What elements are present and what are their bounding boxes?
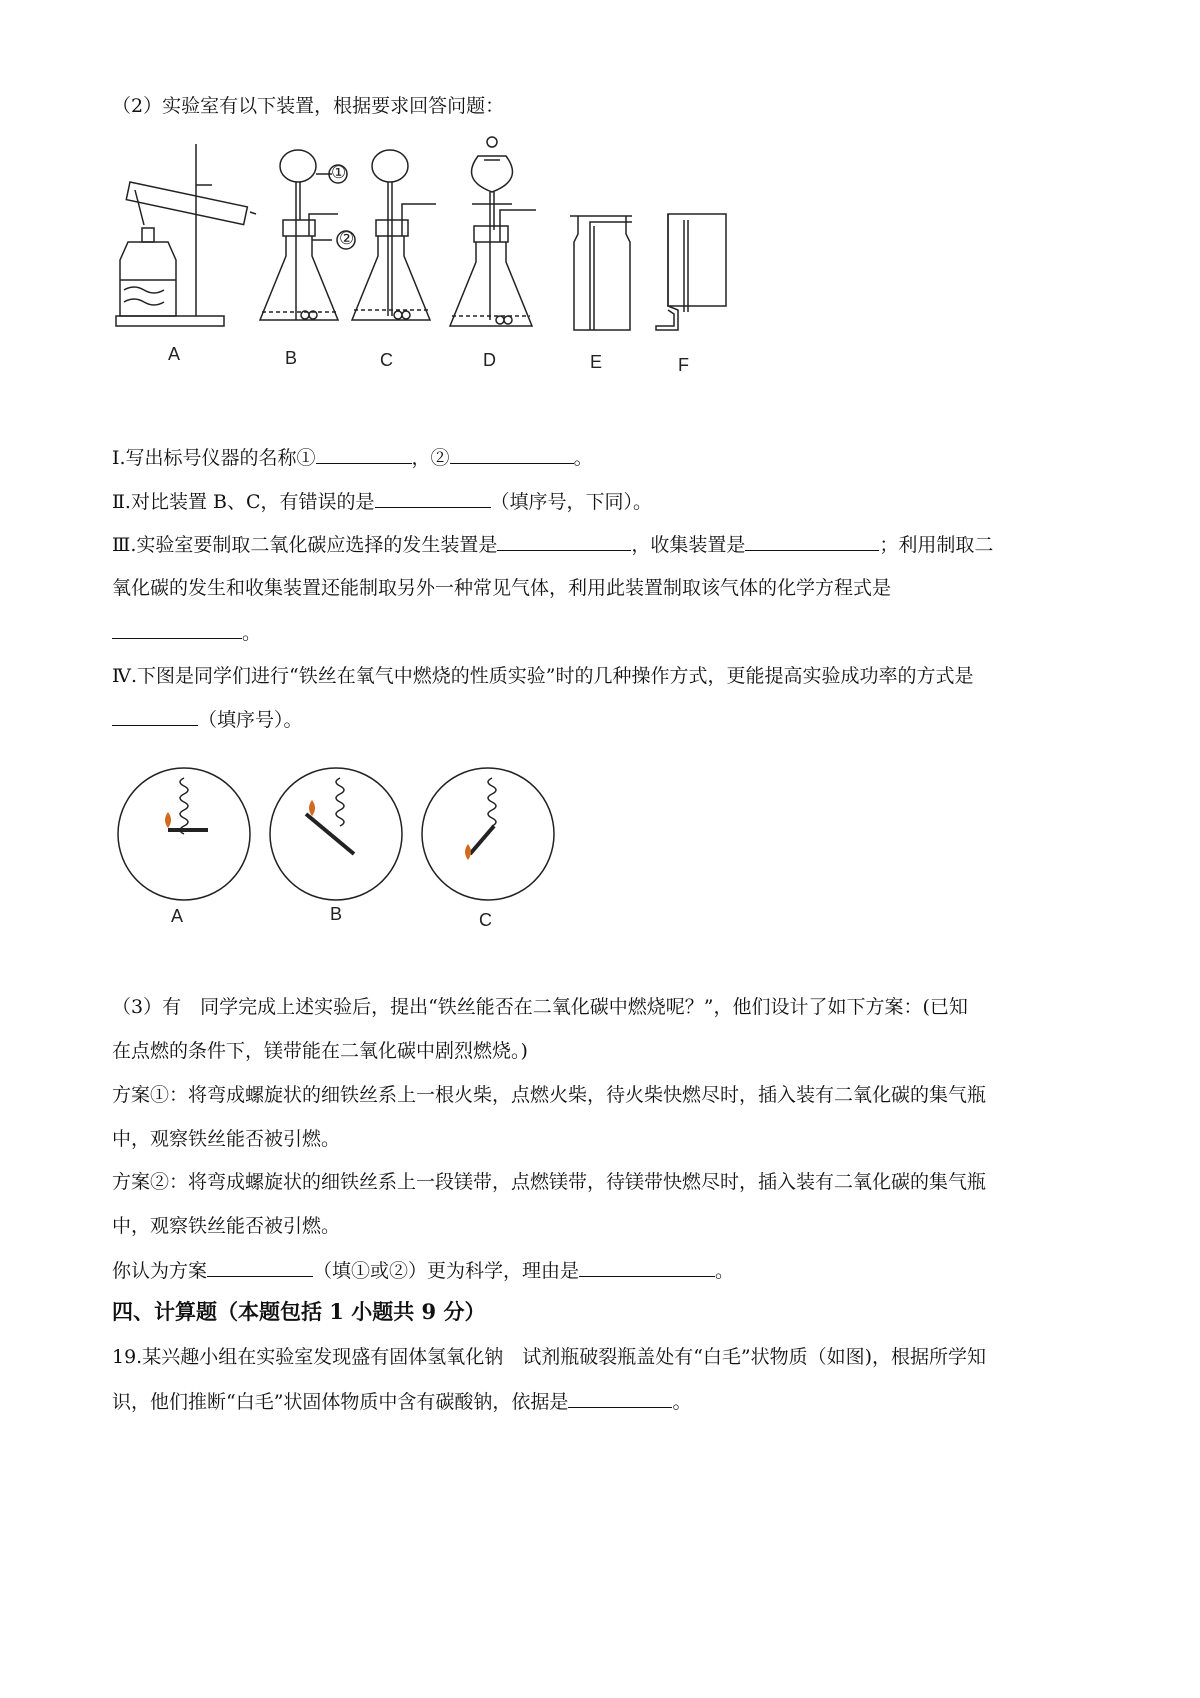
iron-wire-figure xyxy=(110,760,570,910)
question-iii-line2: 氧化碳的发生和收集装置还能制取另外一种常见气体，利用此装置制取该气体的化学方程式是 xyxy=(112,577,892,599)
q3-answer-text-b: （填①或②）更为科学，理由是 xyxy=(313,1260,580,1282)
question-i-text-a: Ⅰ.写出标号仪器的名称① xyxy=(112,447,316,469)
apparatus-e-drawing xyxy=(570,216,632,330)
question-iii-text-c: ；利用制取二 xyxy=(879,534,994,556)
apparatus-label-c: C xyxy=(380,350,393,370)
question-iii-line3 xyxy=(112,620,261,645)
q19-text-b: 。 xyxy=(672,1391,692,1413)
question-ii xyxy=(112,489,652,514)
q3-answer-text-c: 。 xyxy=(715,1260,735,1282)
q2-intro: （2）实验室有以下装置，根据要求回答问题： xyxy=(112,95,505,117)
answer-blank-2[interactable] xyxy=(450,445,574,464)
q3-answer-text-a: 你认为方案 xyxy=(112,1260,208,1282)
apparatus-label-d: D xyxy=(483,350,496,370)
apparatus-figure xyxy=(100,130,780,390)
q19-text-a: 识，他们推断“白毛”状固体物质中含有碳酸钠，依据是 xyxy=(112,1391,569,1413)
q19-line1: 19.某兴趣小组在实验室发现盛有固体氢氧化钠 试剂瓶破裂瓶盖处有“白毛”状物质（如图)，根据所学知 xyxy=(112,1346,987,1368)
circle-label-a: A xyxy=(171,906,184,926)
answer-blank-1[interactable] xyxy=(316,445,412,464)
question-iii-text-end: 。 xyxy=(242,622,262,644)
apparatus-f-drawing xyxy=(656,214,726,330)
answer-blank-3[interactable] xyxy=(375,489,491,508)
question-i xyxy=(112,445,593,470)
answer-blank-7[interactable] xyxy=(112,707,198,726)
answer-blank-10[interactable] xyxy=(568,1389,672,1408)
plan2-line2: 中，观察铁丝能否被引燃。 xyxy=(112,1215,341,1237)
circle-label-b: B xyxy=(330,904,343,924)
question-iv-line1: Ⅳ.下图是同学们进行“铁丝在氧气中燃烧的性质实验”时的几种操作方式，更能提高实验成功率的方式是 xyxy=(112,665,974,687)
apparatus-d-drawing xyxy=(450,137,536,326)
circle-label-c: C xyxy=(479,910,492,930)
q3-answer-line xyxy=(112,1258,734,1283)
answer-blank-6[interactable] xyxy=(112,620,242,639)
question-iii-line1 xyxy=(112,532,993,557)
plan1-line1: 方案①：将弯成螺旋状的细铁丝系上一根火柴，点燃火柴，待火柴快燃尽时，插入装有二氧化碳的集气瓶 xyxy=(112,1084,987,1106)
question-iv-line2 xyxy=(112,707,303,732)
answer-blank-8[interactable] xyxy=(207,1258,313,1277)
question-ii-text-a: Ⅱ.对比装置 B、C，有错误的是 xyxy=(112,491,375,513)
apparatus-a-drawing xyxy=(116,144,256,326)
question-i-text-c: 。 xyxy=(573,447,593,469)
apparatus-label-f: F xyxy=(678,355,689,375)
apparatus-c-drawing xyxy=(352,150,436,320)
q19-line2 xyxy=(112,1389,691,1414)
apparatus-label-b: B xyxy=(285,348,298,368)
question-i-text-b: ，② xyxy=(411,447,450,469)
question-iii-text-b: ，收集装置是 xyxy=(631,534,746,556)
apparatus-label-e: E xyxy=(590,352,603,372)
marker-2: ② xyxy=(339,229,355,248)
question-iii-text-a: Ⅲ.实验室要制取二氧化碳应选择的发生装置是 xyxy=(112,534,498,556)
q3-line1: （3）有 同学完成上述实验后，提出“铁丝能否在二氧化碳中燃烧呢？”，他们设计了如下方案：(已知 xyxy=(112,996,968,1018)
q3-line2: 在点燃的条件下，镁带能在二氧化碳中剧烈燃烧。) xyxy=(112,1040,528,1062)
apparatus-label-a: A xyxy=(168,344,181,364)
marker-1: ① xyxy=(331,163,347,182)
answer-blank-9[interactable] xyxy=(579,1258,715,1277)
answer-blank-5[interactable] xyxy=(745,532,879,551)
section4-title: 四、计算题（本题包括 1 小题共 9 分） xyxy=(112,1299,486,1324)
plan2-line1: 方案②：将弯成螺旋状的细铁丝系上一段镁带，点燃镁带，待镁带快燃尽时，插入装有二氧化碳的集气瓶 xyxy=(112,1171,987,1193)
question-iv-text-end: （填序号）。 xyxy=(198,709,303,731)
plan1-line2: 中，观察铁丝能否被引燃。 xyxy=(112,1128,341,1150)
answer-blank-4[interactable] xyxy=(497,532,631,551)
question-ii-text-b: （填序号，下同）。 xyxy=(490,491,653,513)
